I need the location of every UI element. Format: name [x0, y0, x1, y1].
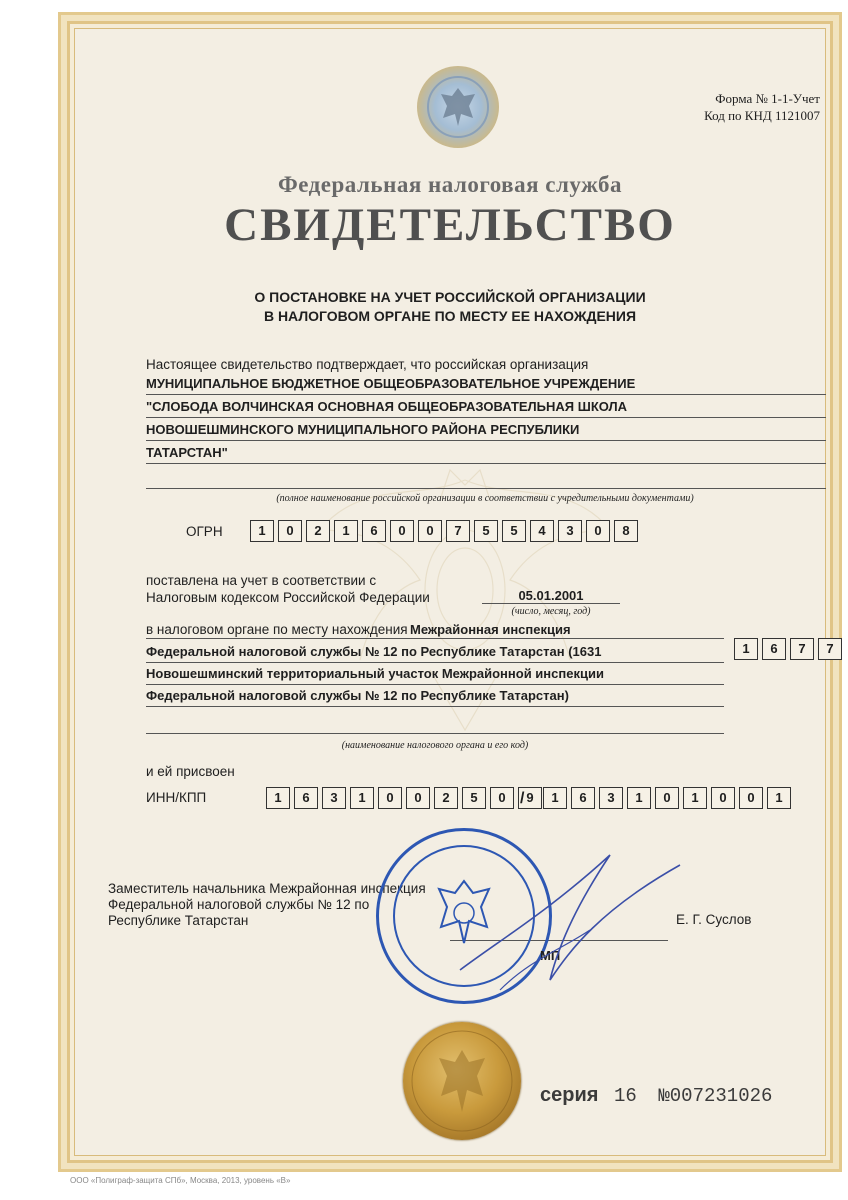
document-title: СВИДЕТЕЛЬСТВО: [224, 199, 676, 251]
intro-text: Настоящее свидетельство подтверждает, что российская организация: [146, 357, 589, 372]
kpp-digit-box: 1: [627, 787, 651, 809]
kpp-digit-box: 0: [711, 787, 735, 809]
inn-digit-box: 0: [406, 787, 430, 809]
tax-organ-line3: Новошешминский территориальный участок Межрайонной инспекции: [146, 666, 724, 685]
signer-name: Е. Г. Суслов: [676, 912, 752, 927]
signer-line2: Федеральной налоговой службы № 12 по: [108, 897, 370, 912]
tax-organ-code-digit-box: 7: [790, 638, 814, 660]
kpp-digit-box: 1: [543, 787, 567, 809]
kpp-digit-boxes: [543, 787, 795, 809]
ogrn-digit-box: 1: [250, 520, 274, 542]
eagle-icon: [417, 66, 499, 148]
ogrn-digit-box: 2: [306, 520, 330, 542]
hologram-emblem: [417, 66, 499, 148]
inn-digit-box: 3: [322, 787, 346, 809]
kpp-digit-box: 1: [767, 787, 791, 809]
inn-kpp-separator: /: [520, 790, 525, 807]
inn-digit-box: 9: [518, 787, 542, 809]
ogrn-digit-box: 1: [334, 520, 358, 542]
tax-organ-line1: Межрайонная инспекция: [410, 622, 571, 637]
form-number: [700, 90, 820, 124]
kpp-digit-box: 6: [571, 787, 595, 809]
registered-line1: поставлена на учет в соответствии с: [146, 573, 377, 588]
signer-line3: Республике Татарстан: [108, 913, 249, 928]
ogrn-digit-box: 4: [530, 520, 554, 542]
form-knd-code: Код по КНД 1121007: [704, 108, 820, 123]
inn-digit-box: 2: [434, 787, 458, 809]
kpp-digit-box: 0: [655, 787, 679, 809]
inn-digit-boxes: [266, 787, 546, 809]
org-caption-wrap: [260, 493, 710, 504]
registered-line2: Налоговым кодексом Российской Федерации: [146, 590, 430, 605]
inn-digit-box: 1: [266, 787, 290, 809]
ogrn-digit-box: 5: [502, 520, 526, 542]
tax-organ-caption: (наименование налогового органа и его код): [341, 740, 529, 751]
tax-organ-code-digit-box: 7: [818, 638, 842, 660]
tax-organ-underline-empty: [146, 733, 724, 734]
org-name-caption: (полное наименование российской организации в соответствии с учредительными документами): [276, 493, 694, 504]
inn-digit-box: 1: [350, 787, 374, 809]
handwritten-signature: [440, 850, 700, 1010]
ogrn-digit-box: 5: [474, 520, 498, 542]
inn-digit-box: 6: [294, 787, 318, 809]
document-subtitle: [58, 288, 842, 326]
mp-mark: МП: [540, 948, 561, 963]
inn-kpp-label: ИНН/КПП: [146, 790, 207, 805]
agency-name: Федеральная налоговая служба: [278, 172, 622, 197]
org-name-line1: МУНИЦИПАЛЬНОЕ БЮДЖЕТНОЕ ОБЩЕОБРАЗОВАТЕЛЬНОЕ УЧРЕЖДЕНИЕ: [146, 374, 826, 395]
tax-organ-code-digit-box: 6: [762, 638, 786, 660]
org-name-line5-empty: [146, 468, 826, 489]
gold-seal-emblem: [403, 1022, 521, 1140]
tax-organ-code-boxes: [734, 638, 846, 660]
registration-date: 05.01.2001: [482, 588, 620, 604]
inn-digit-box: 0: [378, 787, 402, 809]
subtitle-line2: В НАЛОГОВОМ ОРГАНЕ ПО МЕСТУ ЕЕ НАХОЖДЕНИЯ: [263, 308, 637, 324]
org-name-line4: ТАТАРСТАН": [146, 443, 826, 464]
inn-digit-box: 0: [490, 787, 514, 809]
tax-organ-code-digit-box: 1: [734, 638, 758, 660]
series-number: №007231026: [658, 1085, 773, 1107]
ogrn-digit-box: 0: [586, 520, 610, 542]
ogrn-digit-box: 6: [362, 520, 386, 542]
ogrn-digit-box: 0: [278, 520, 302, 542]
tax-organ-line2: Федеральной налоговой службы № 12 по Республике Татарстан (1631: [146, 644, 724, 663]
tax-organ-line4: Федеральной налоговой службы № 12 по Республике Татарстан): [146, 688, 724, 707]
ogrn-digit-box: 7: [446, 520, 470, 542]
tax-organ-prefix: в налоговом органе по месту нахождения: [146, 622, 408, 637]
kpp-digit-box: 3: [599, 787, 623, 809]
printer-imprint: ООО «Полиграф-защита СПб», Москва, 2013, уровень «В»: [70, 1176, 291, 1185]
ogrn-digit-boxes: [250, 520, 642, 542]
series-label: серия: [540, 1084, 599, 1106]
ogrn-digit-box: 3: [558, 520, 582, 542]
ogrn-digit-box: 0: [390, 520, 414, 542]
ogrn-digit-box: 8: [614, 520, 638, 542]
ogrn-label: ОГРН: [186, 524, 223, 539]
seal-eagle-icon: [403, 1022, 521, 1140]
org-name-line3: НОВОШЕШМИНСКОГО МУНИЦИПАЛЬНОГО РАЙОНА РЕСПУБЛИКИ: [146, 420, 826, 441]
series-value: 16: [614, 1085, 637, 1107]
ogrn-digit-box: 0: [418, 520, 442, 542]
inn-digit-box: 5: [462, 787, 486, 809]
assigned-text: и ей присвоен: [146, 764, 235, 779]
form-number-line1: Форма № 1-1-Учет: [715, 91, 820, 106]
subtitle-line1: О ПОСТАНОВКЕ НА УЧЕТ РОССИЙСКОЙ ОРГАНИЗАЦИИ: [254, 289, 646, 305]
tax-organ-caption-wrap: [146, 740, 724, 751]
kpp-digit-box: 1: [683, 787, 707, 809]
signer-line1: Заместитель начальника Межрайонная инспекция: [108, 881, 426, 896]
series-block: [540, 1084, 772, 1107]
tax-organ-underline1: [146, 638, 724, 639]
kpp-digit-box: 0: [739, 787, 763, 809]
registration-date-caption: (число, месяц, год): [511, 606, 591, 617]
org-name-line2: "СЛОБОДА ВОЛЧИНСКАЯ ОСНОВНАЯ ОБЩЕОБРАЗОВАТЕЛЬНАЯ ШКОЛА: [146, 397, 826, 418]
